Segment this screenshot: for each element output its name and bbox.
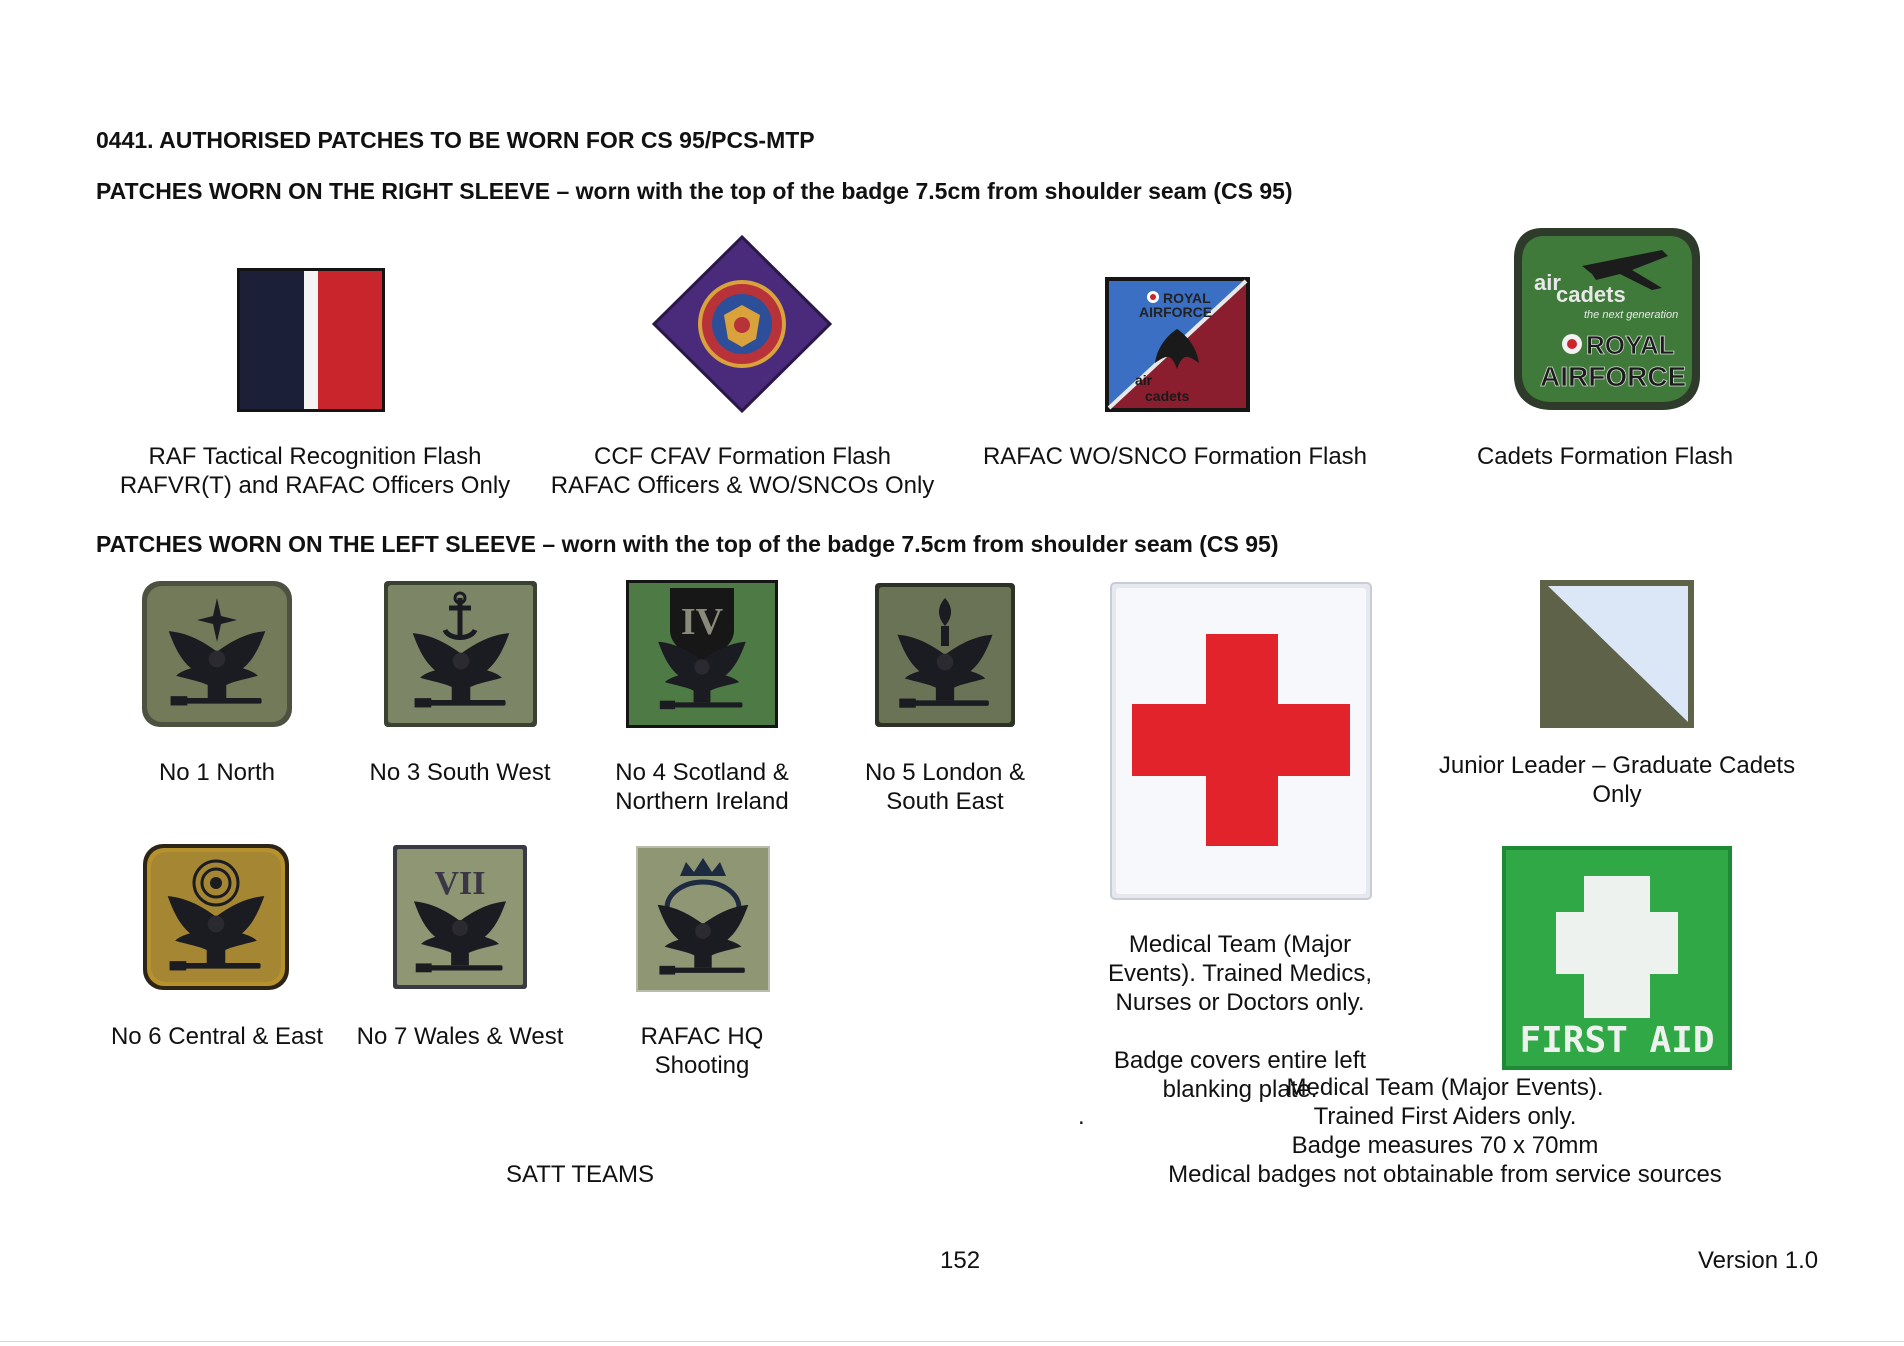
ccf-cfav-badge-image (652, 235, 832, 413)
no-5-london-badge-image (874, 582, 1016, 728)
svg-text:cadets: cadets (1145, 388, 1190, 404)
left-sleeve-heading: PATCHES WORN ON THE LEFT SLEEVE – worn with the top of the badge 7.5cm from shoulder seam (CS 95) (96, 531, 1279, 557)
svg-text:cadets: cadets (1556, 282, 1626, 307)
no-4-scotland-badge-image (626, 580, 778, 728)
no-6-central-badge-image (142, 843, 290, 991)
page-title: 0441. AUTHORISED PATCHES TO BE WORN FOR CS 95/PCS-MTP (96, 127, 815, 153)
svg-text:ROYAL: ROYAL (1586, 330, 1675, 360)
junior-leader-badge-image (1540, 580, 1694, 728)
no-3-south-west-badge-image (383, 580, 538, 728)
svg-text:air: air (1534, 270, 1561, 295)
right-sleeve-heading: PATCHES WORN ON THE RIGHT SLEEVE – worn with the top of the badge 7.5cm from shoulder seam (CS 95) (96, 178, 1293, 204)
ccf-cfav-caption: CCF CFAV Formation Flash RAFAC Officers & WO/SNCOs Only (550, 443, 935, 499)
svg-text:the next generation: the next generation (1584, 309, 1679, 321)
first-aid-badge-image (1502, 846, 1732, 1070)
page-number: 152 (940, 1247, 981, 1274)
stray-dot: . (1078, 1103, 1085, 1130)
svg-text:FIRST AID: FIRST AID (1519, 1020, 1715, 1061)
first-aid-caption: Medical Team (Major Events). Trained First Aiders only. Badge measures 70 x 70mm Medical badges not obtainable from service sources (1168, 1074, 1722, 1188)
rafac-hq-shooting-badge-image (636, 846, 770, 992)
rafac-wo-snco-badge-image (1105, 277, 1250, 412)
no-7-wales-badge-image (392, 844, 528, 990)
raf-trf-badge-image (237, 268, 385, 412)
no-4-scotland-caption: No 4 Scotland & Northern Ireland (615, 759, 789, 815)
svg-text:ROYAL: ROYAL (1163, 290, 1211, 306)
cadets-formation-badge-image (1512, 226, 1702, 412)
medical-red-cross-caption: Medical Team (Major Events). Trained Medics, Nurses or Doctors only. Badge covers entire left blanking plate. (1107, 931, 1373, 1103)
rafac-hq-shooting-caption: RAFAC HQ Shooting (640, 1023, 764, 1079)
svg-text:AIRFORCE: AIRFORCE (1540, 361, 1687, 392)
svg-text:AIRFORCE: AIRFORCE (1139, 304, 1213, 320)
page-bottom-edge (0, 1341, 1904, 1342)
no-1-north-caption: No 1 North (158, 759, 276, 786)
svg-text:air: air (1135, 372, 1153, 388)
no-1-north-badge-image (141, 580, 293, 728)
raf-trf-caption: RAF Tactical Recognition Flash RAFVR(T) and RAFAC Officers Only (119, 443, 511, 499)
satt-teams-label: SATT TEAMS (505, 1161, 655, 1188)
cadets-formation-caption: Cadets Formation Flash (1476, 443, 1734, 470)
rafac-wo-snco-caption: RAFAC WO/SNCO Formation Flash (982, 443, 1368, 470)
svg-text:VII: VII (434, 865, 486, 902)
no-7-wales-caption: No 7 Wales & West (356, 1023, 564, 1050)
no-3-south-west-caption: No 3 South West (369, 759, 551, 786)
junior-leader-caption: Junior Leader – Graduate Cadets Only (1438, 752, 1796, 808)
medical-red-cross-badge-image (1110, 582, 1372, 900)
no-5-london-caption: No 5 London & South East (864, 759, 1026, 815)
svg-text:IV: IV (680, 601, 724, 643)
version-label: Version 1.0 (1698, 1247, 1819, 1274)
no-6-central-caption: No 6 Central & East (110, 1023, 324, 1050)
